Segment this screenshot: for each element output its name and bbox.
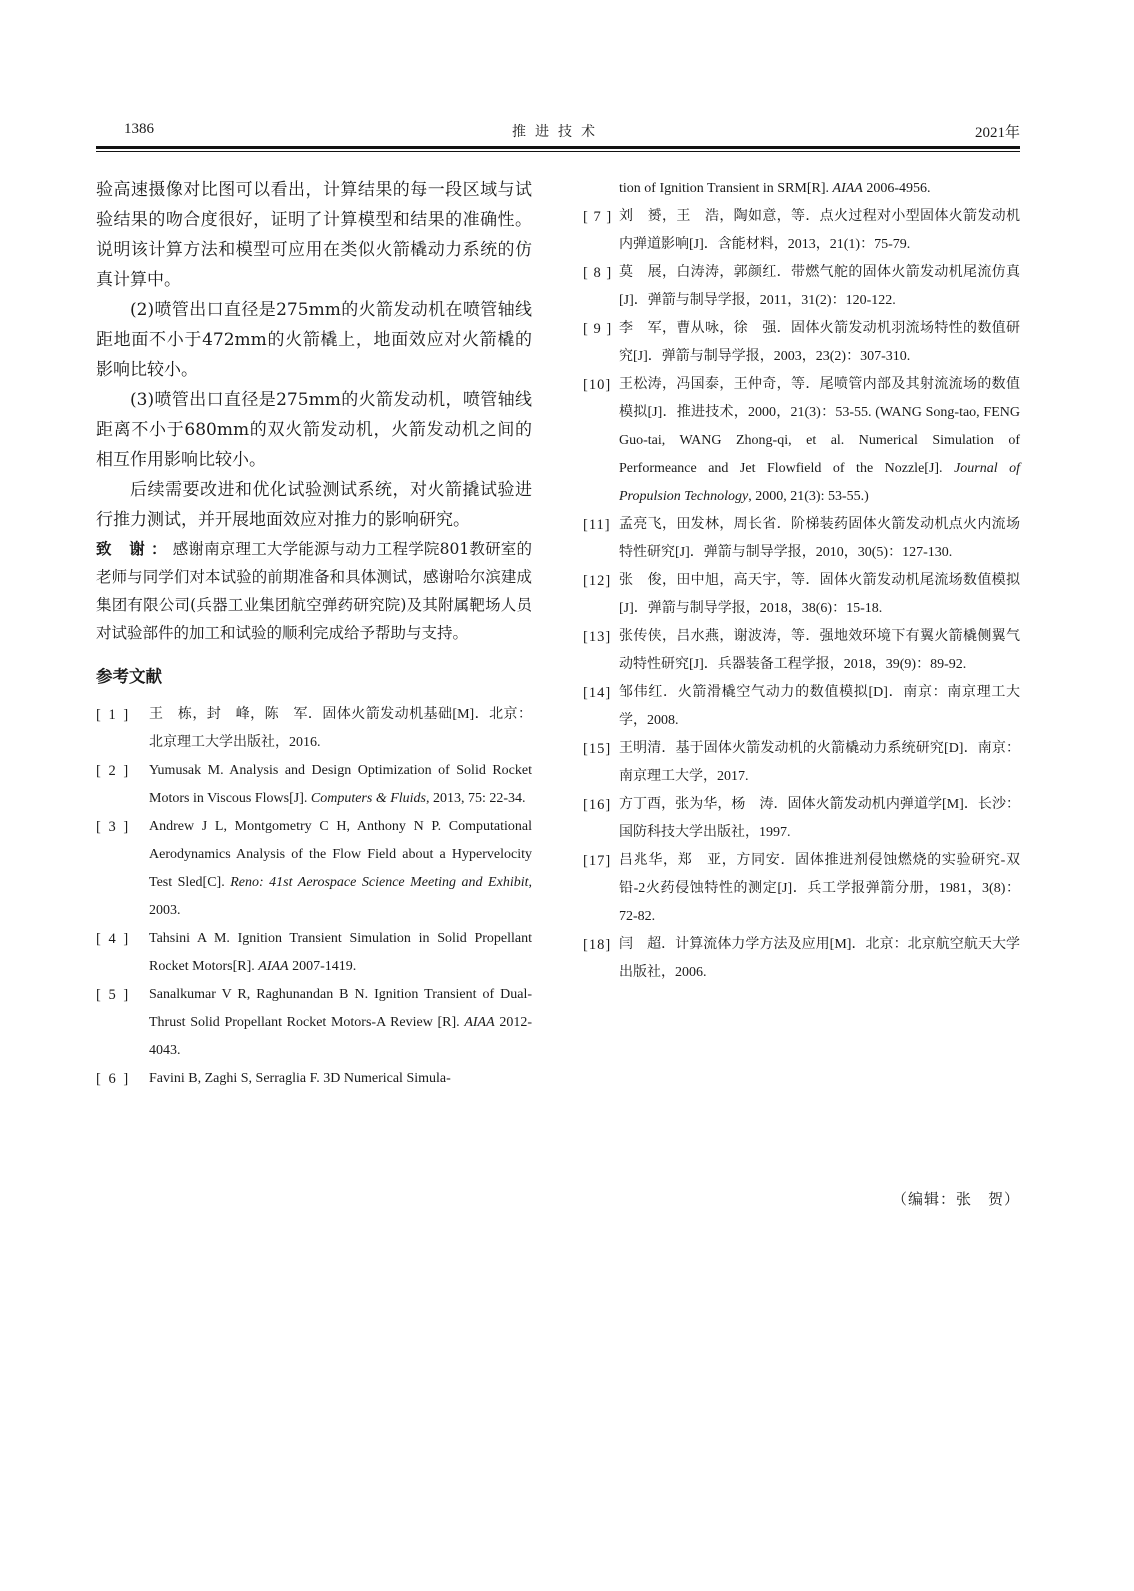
- reference-item: [583, 511, 1020, 567]
- reference-number: [17]: [583, 853, 612, 869]
- reference-number: [ 3 ]: [96, 819, 131, 835]
- reference-number: [ 8 ]: [583, 265, 613, 281]
- header-rule-thick: [96, 146, 1020, 149]
- reference-number: [15]: [583, 741, 612, 757]
- reference-number: [18]: [583, 937, 612, 953]
- reference-item: [583, 259, 1020, 315]
- reference-item: [96, 813, 532, 925]
- reference-item: [583, 623, 1020, 679]
- reference-number: [ 1 ]: [96, 707, 131, 723]
- reference-text: 王 栋，封 峰，陈 军．固体火箭发动机基础[M]．北京：北京理工大学出版社，2016.: [149, 707, 532, 750]
- acknowledgement-heading: 致 谢：: [96, 539, 173, 558]
- reference-source: AIAA: [258, 959, 289, 974]
- reference-source: Computers & Fluids: [310, 791, 426, 806]
- reference-text: 莫 展，白涛涛，郭颜红．带燃气舵的固体火箭发动机尾流仿真[J]．弹箭与制导学报，2011，31(2)：120-122.: [619, 265, 1020, 308]
- reference-number: [ 5 ]: [96, 987, 131, 1003]
- header-rule-thin: [96, 151, 1020, 152]
- body-paragraph: (2)喷管出口直径是275mm的火箭发动机在喷管轴线距地面不小于472mm的火箭橇上，地面效应对火箭橇的影响比较小。: [96, 300, 532, 380]
- editor-note: （编辑：张 贺）: [891, 1192, 1020, 1208]
- reference-text: Andrew J L, Montgometry C H, Anthony N P. Computational Aerodynamics Analysis of the Flow Field about a Hypervelocity Test Sled[C].: [149, 819, 532, 890]
- reference-number: [ 2 ]: [96, 763, 131, 779]
- body-paragraph: (3)喷管出口直径是275mm的火箭发动机，喷管轴线距离不小于680mm的双火箭发动机，火箭发动机之间的相互作用影响比较小。: [96, 390, 532, 470]
- publication-year: 2021年: [974, 125, 1020, 141]
- reference-item: [583, 735, 1020, 791]
- reference-item: [96, 1065, 532, 1093]
- acknowledgement-text: 感谢南京理工大学能源与动力工程学院801教研室的老师与同学们对本试验的前期准备和具体测试，感谢哈尔滨建成集团有限公司(兵器工业集团航空弹药研究院)及其附属靶场人员对试验部件的加工和试验的顺利完成给予帮助与支持。: [96, 540, 532, 642]
- acknowledgement: [96, 535, 532, 647]
- reference-text: , 2000, 21(3): 53-55.): [748, 489, 869, 504]
- body-paragraph: 验高速摄像对比图可以看出，计算结果的每一段区域与试验结果的吻合度很好，证明了计算模型和结果的准确性。说明该计算方法和模型可应用在类似火箭橇动力系统的仿真计算中。: [96, 180, 532, 290]
- journal-title: 推进技术: [512, 124, 604, 140]
- reference-source: AIAA: [464, 1015, 495, 1030]
- reference-number: [ 6 ]: [96, 1071, 131, 1087]
- left-column: [96, 175, 532, 1093]
- reference-source: Journal of Propulsion Technology: [619, 461, 1020, 504]
- reference-number: [16]: [583, 797, 612, 813]
- reference-text: 2007-1419.: [288, 959, 357, 974]
- reference-text: Sanalkumar V R, Raghunandan B N. Ignition Transient of Dual-Thrust Solid Propellant Rocket Motors-A Review [R].: [149, 987, 532, 1030]
- reference-text: , 2003.: [149, 875, 532, 918]
- body-paragraph: 后续需要改进和优化试验测试系统，对火箭撬试验进行推力测试，并开展地面效应对推力的影响研究。: [96, 480, 532, 530]
- right-column: [583, 175, 1020, 1208]
- reference-text: 张 俊，田中旭，高天宇，等．固体火箭发动机尾流场数值模拟[J]．弹箭与制导学报，2018，38(6)：15-18.: [619, 573, 1020, 616]
- reference-text: 闫 超．计算流体力学方法及应用[M]．北京：北京航空航天大学出版社，2006.: [619, 937, 1020, 980]
- references-heading: 参考文献: [96, 667, 162, 686]
- reference-item: [583, 679, 1020, 735]
- reference-item: [583, 371, 1020, 511]
- reference-item: [96, 701, 532, 757]
- reference-item: [96, 925, 532, 981]
- reference-number: [13]: [583, 629, 612, 645]
- reference-item: [583, 203, 1020, 259]
- reference-item: [96, 981, 532, 1065]
- reference-text: tion of Ignition Transient in SRM[R].: [619, 181, 833, 196]
- reference-text: 李 军，曹从咏，徐 强．固体火箭发动机羽流场特性的数值研究[J]．弹箭与制导学报，2003，23(2)：307-310.: [619, 321, 1020, 364]
- reference-item: [583, 567, 1020, 623]
- page-header: [96, 119, 1020, 145]
- reference-text: 王明清．基于固体火箭发动机的火箭橇动力系统研究[D]．南京：南京理工大学，2017.: [619, 741, 1020, 784]
- reference-text: 吕兆华，郑 亚，方同安．固体推进剂侵蚀燃烧的实验研究-双铅-2火药侵蚀特性的测定[J]．兵工学报弹箭分册，1981，3(8)：72-82.: [619, 853, 1020, 924]
- reference-number: [ 7 ]: [583, 209, 613, 225]
- reference-text: 邹伟红．火箭滑橇空气动力的数值模拟[D]．南京：南京理工大学，2008.: [619, 685, 1020, 728]
- reference-number: [ 9 ]: [583, 321, 613, 337]
- reference-text: 方丁酉，张为华，杨 涛．固体火箭发动机内弹道学[M]．长沙：国防科技大学出版社，1997.: [619, 797, 1020, 840]
- reference-item: [583, 847, 1020, 931]
- reference-number: [12]: [583, 573, 612, 589]
- reference-number: [11]: [583, 517, 611, 533]
- reference-text: Yumusak M. Analysis and Design Optimization of Solid Rocket Motors in Viscous Flows[J].: [149, 763, 532, 806]
- reference-item: [583, 931, 1020, 987]
- reference-text: , 2013, 75: 22-34.: [426, 791, 526, 806]
- reference-text: 刘 赟，王 浩，陶如意，等．点火过程对小型固体火箭发动机内弹道影响[J]．含能材料，2013，21(1)：75-79.: [619, 209, 1020, 252]
- reference-number: [14]: [583, 685, 612, 701]
- reference-text: 孟亮飞，田发林，周长省．阶梯装药固体火箭发动机点火内流场特性研究[J]．弹箭与制导学报，2010，30(5)：127-130.: [619, 517, 1020, 560]
- reference-source: AIAA: [832, 181, 863, 196]
- reference-text: 2012-4043.: [149, 1015, 532, 1058]
- reference-number: [ 4 ]: [96, 931, 131, 947]
- reference-text: 王松涛，冯国泰，王仲奇，等．尾喷管内部及其射流流场的数值模拟[J]．推进技术，2000，21(3)：53-55. (WANG Song-tao, FENG Guo-tai, WANG Zhong-qi, et al. Numerical Simulation of Performeance and Jet Flowfield of the Nozzle[J].: [619, 377, 1020, 476]
- reference-text: Tahsini A M. Ignition Transient Simulation in Solid Propellant Rocket Motors[R].: [149, 931, 532, 974]
- reference-source: Reno: 41st Aerospace Science Meeting and Exhibit: [230, 875, 529, 890]
- page-number: 1386: [124, 121, 154, 137]
- reference-text: Favini B, Zaghi S, Serraglia F. 3D Numerical Simula-: [149, 1071, 451, 1086]
- reference-text: 2006-4956.: [862, 181, 931, 196]
- reference-item: [583, 791, 1020, 847]
- reference-number: [10]: [583, 377, 612, 393]
- reference-item: [96, 757, 532, 813]
- reference-item: [583, 315, 1020, 371]
- reference-item-continued: [583, 175, 1020, 203]
- reference-text: 张传侠，吕水燕，谢波涛，等．强地效环境下有翼火箭橇侧翼气动特性研究[J]．兵器装备工程学报，2018，39(9)：89-92.: [619, 629, 1020, 672]
